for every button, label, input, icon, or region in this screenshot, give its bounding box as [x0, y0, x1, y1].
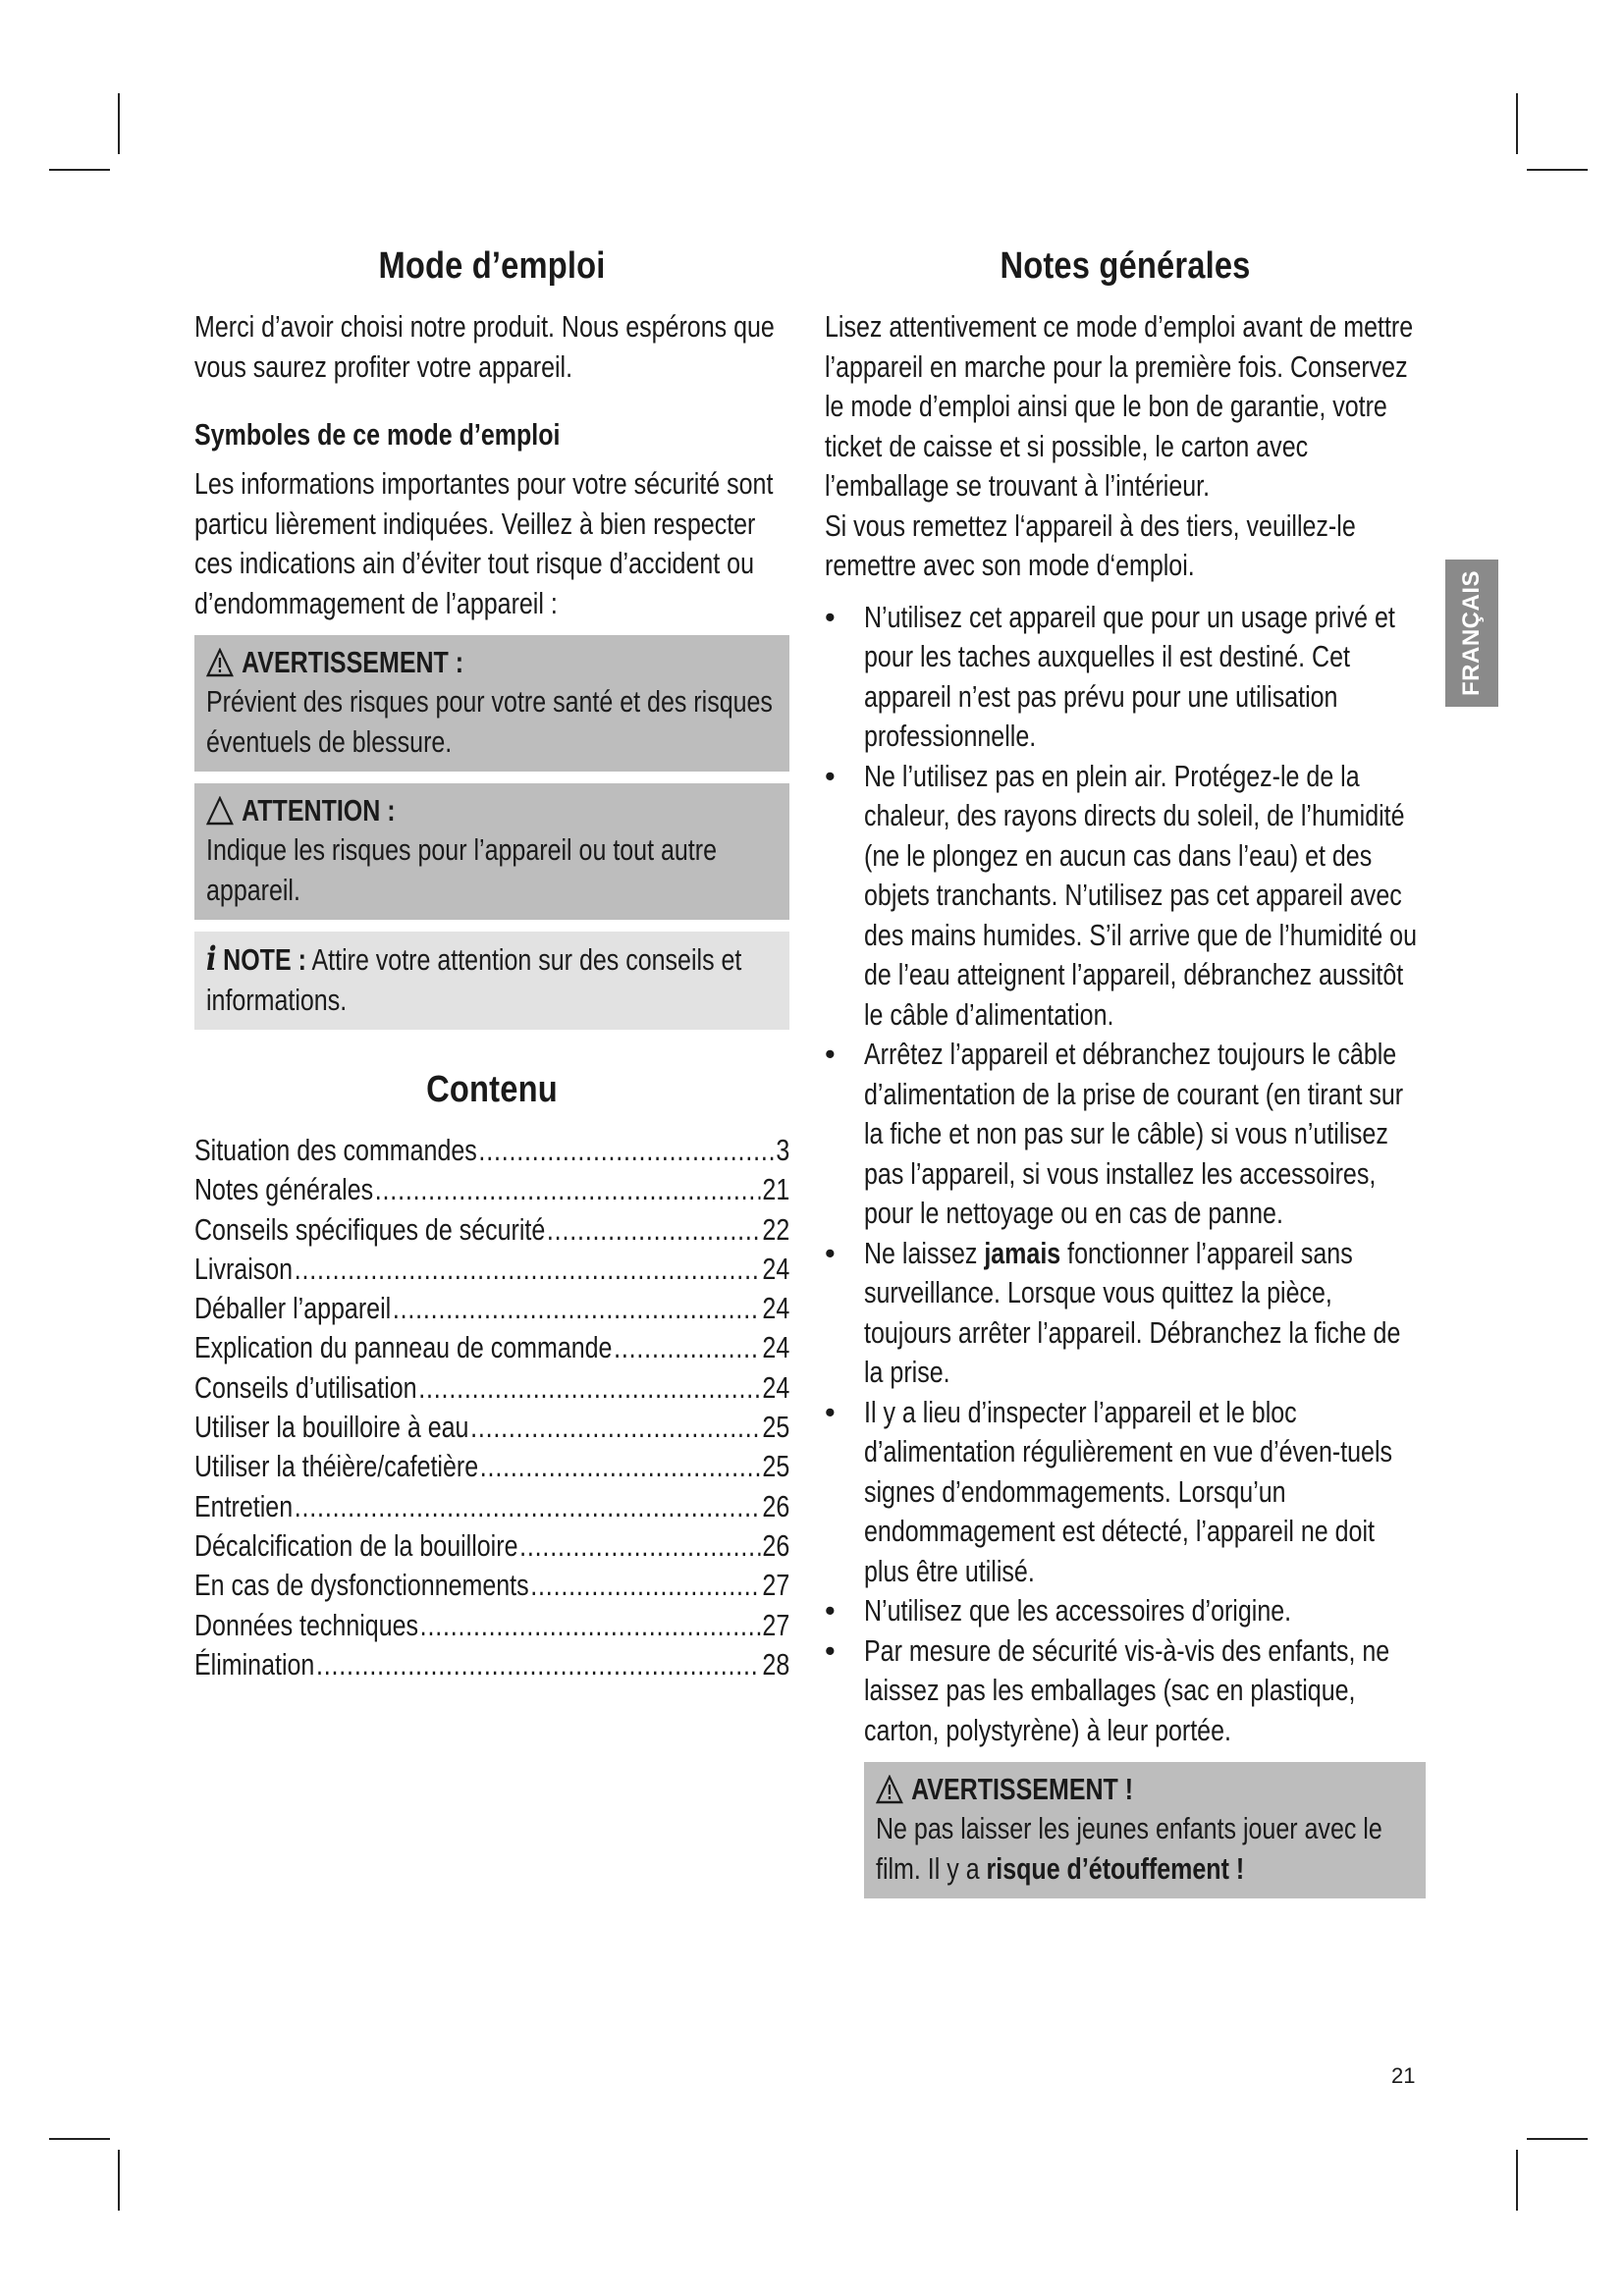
list-item-text — [864, 1234, 1426, 1393]
toc-page: 21 — [762, 1173, 790, 1207]
emphasis: risque d’étouffement ! — [986, 1851, 1245, 1886]
page-title: Mode d’emploi — [378, 245, 606, 287]
toc-leader — [470, 1408, 761, 1447]
language-tab — [1445, 560, 1498, 707]
toc-entry — [194, 1210, 789, 1250]
toc-page: 24 — [762, 1331, 790, 1365]
attention-title — [206, 791, 778, 830]
right-column — [825, 245, 1426, 1910]
toc-page: 25 — [762, 1450, 790, 1484]
toc-entry — [194, 1170, 789, 1209]
attention-text: Indique les risques pour l’appareil ou tout autre appareil. — [206, 833, 717, 907]
toc-leader — [375, 1170, 761, 1209]
toc-label: Notes générales — [194, 1173, 374, 1207]
attention-box — [194, 783, 789, 920]
list-item — [825, 1393, 1426, 1592]
toc-leader — [295, 1487, 761, 1526]
toc-entry — [194, 1566, 789, 1605]
warning-box — [194, 635, 789, 772]
toc-entry — [194, 1645, 789, 1684]
symbols-heading: Symboles de ce mode d’emploi — [194, 418, 561, 452]
note-label: NOTE : — [223, 943, 306, 977]
crop-mark — [1527, 2138, 1588, 2140]
toc-label: Livraison — [194, 1252, 294, 1286]
toc-label: Élimination — [194, 1647, 315, 1682]
toc-entry — [194, 1487, 789, 1526]
general-intro: Lisez attentivement ce mode d’emploi avant de mettre l’appareil en marche pour la première fois. Conservez le mode d’emploi ainsi que le bon de garantie, votre ticket de caisse et si possible, le carton avec l’emballage se trouvant à l’intérieur. — [825, 310, 1414, 503]
toc-entry — [194, 1328, 789, 1367]
toc-leader — [393, 1289, 761, 1328]
toc-leader — [480, 1447, 761, 1486]
warning-box-2 — [864, 1762, 1426, 1898]
toc-label: Données techniques — [194, 1608, 419, 1642]
crop-mark — [118, 93, 120, 154]
table-of-contents — [194, 1131, 789, 1684]
list-item-text: Il y a lieu d’inspecter l’appareil et le bloc d’alimentation régulièrement en vue d’éven-tuels signes d’endommagements. Lorsqu’un endommagement est détecté, l’appareil ne doit plus être utilisé. — [864, 1395, 1393, 1588]
toc-label: Décalcification de la bouilloire — [194, 1528, 518, 1563]
toc-leader — [547, 1210, 761, 1250]
toc-leader — [295, 1250, 761, 1289]
toc-leader — [478, 1131, 774, 1170]
warning-title — [876, 1770, 1414, 1809]
bullet: • — [825, 1633, 836, 1668]
toc-leader — [519, 1526, 761, 1566]
toc-label: Conseils spécifiques de sécurité — [194, 1212, 546, 1247]
section-title: Notes générales — [1000, 245, 1251, 287]
warning-label: AVERTISSEMENT ! — [911, 1773, 1134, 1806]
toc-page: 28 — [762, 1647, 790, 1682]
toc-page: 26 — [762, 1528, 790, 1563]
list-item-text: Ne l’utilisez pas en plein air. Protégez-le de la chaleur, des rayons directs du soleil, de l’humidité (ne le plongez en aucun cas dans l’eau) et des objets tranchants. N’utilisez pas cet appareil avec des mains humides. S’il arrive que de l’humidité ou de l’eau atteignent l’appareil, débranchez aussitôt le câble d’alimentation. — [864, 759, 1418, 1032]
crop-mark — [49, 2138, 110, 2140]
toc-entry — [194, 1131, 789, 1170]
warning-text — [876, 1809, 1414, 1889]
left-column — [194, 245, 789, 1684]
crop-mark — [118, 2150, 120, 2211]
toc-leader — [530, 1566, 761, 1605]
emphasis: jamais — [984, 1236, 1061, 1270]
toc-entry — [194, 1250, 789, 1289]
list-item-text: Par mesure de sécurité vis-à-vis des enfants, ne laissez pas les emballages (sac en plastique, carton, polystyrène) à leur portée. — [864, 1633, 1390, 1747]
list-item-text: Arrêtez l’appareil et débranchez toujours le câble d’alimentation de la prise de courant (en tirant sur la fiche et non pas sur le câble) si vous n’utilisez pas l’appareil, si vous installez les accessoires, pour le nettoyage ou en cas de panne. — [864, 1038, 1404, 1230]
crop-mark — [1527, 169, 1588, 171]
list-item — [825, 598, 1426, 757]
toc-page: 24 — [762, 1292, 790, 1326]
text-run: Ne laissez — [864, 1236, 985, 1270]
toc-entry — [194, 1408, 789, 1447]
toc-label: Utiliser la théière/cafetière — [194, 1450, 479, 1484]
toc-entry — [194, 1526, 789, 1566]
toc-label: Explication du panneau de commande — [194, 1331, 613, 1365]
info-icon: i — [206, 939, 217, 979]
crop-mark — [1516, 2150, 1518, 2211]
page-number: 21 — [1391, 2063, 1416, 2088]
symbols-text: Les informations importantes pour votre sécurité sont particu lièrement indiquées. Veillez à bien respecter ces indications ain d’éviter tout risque d’accident ou d’endommagement de l’appareil : — [194, 467, 774, 620]
note-box — [194, 932, 789, 1030]
toc-entry — [194, 1368, 789, 1408]
attention-label: ATTENTION : — [242, 794, 396, 828]
toc-page: 22 — [762, 1212, 790, 1247]
toc-label: En cas de dysfonctionnements — [194, 1569, 529, 1603]
toc-page: 25 — [762, 1411, 790, 1445]
bullet: • — [825, 1594, 836, 1628]
general-intro-2: Si vous remettez l‘appareil à des tiers, veuillez-le remettre avec son mode d‘emploi. — [825, 508, 1356, 582]
list-item-text: N’utilisez cet appareil que pour un usage privé et pour les taches auxquelles il est destiné. Cet appareil n’est pas prévu pour une utilisation professionnelle. — [864, 600, 1395, 753]
toc-label: Entretien — [194, 1489, 294, 1523]
crop-mark — [49, 169, 110, 171]
list-item — [825, 1234, 1426, 1393]
warning-label: AVERTISSEMENT : — [242, 646, 464, 679]
bullet: • — [825, 600, 836, 634]
list-item — [825, 1591, 1426, 1631]
toc-page: 3 — [776, 1134, 790, 1167]
bullet: • — [825, 1236, 836, 1270]
toc-label: Situation des commandes — [194, 1134, 477, 1167]
toc-entry — [194, 1289, 789, 1328]
toc-label: Conseils d’utilisation — [194, 1370, 417, 1405]
list-item — [825, 757, 1426, 1036]
toc-leader — [420, 1606, 761, 1645]
toc-page: 27 — [762, 1608, 790, 1642]
text-run: Ne pas laisser les jeunes enfants jouer avec le film. Il y a — [876, 1812, 1382, 1886]
safety-list — [825, 598, 1426, 1751]
toc-page: 24 — [762, 1252, 790, 1286]
intro-text: Merci d’avoir choisi notre produit. Nous espérons que vous saurez profiter votre appareil. — [194, 310, 775, 384]
list-item — [825, 1631, 1426, 1751]
text-run: fonctionner l’appareil sans surveillance. Lorsque vous quittez la pièce, toujours arrêter l’appareil. Débranchez la fiche de la prise. — [864, 1236, 1401, 1389]
bullet: • — [825, 759, 836, 793]
bullet: • — [825, 1038, 836, 1071]
toc-page: 26 — [762, 1489, 790, 1523]
note-content — [206, 939, 778, 1020]
toc-entry — [194, 1606, 789, 1645]
warning-triangle-icon — [876, 1775, 903, 1804]
toc-entry — [194, 1447, 789, 1486]
list-item — [825, 1035, 1426, 1234]
toc-page: 27 — [762, 1569, 790, 1603]
toc-label: Déballer l’appareil — [194, 1292, 392, 1326]
toc-page: 24 — [762, 1370, 790, 1405]
warning-title — [206, 643, 778, 682]
warning-text: Prévient des risques pour votre santé et des risques éventuels de blessure. — [206, 685, 773, 759]
caution-triangle-icon — [206, 796, 234, 826]
bullet: • — [825, 1395, 836, 1429]
warning-triangle-icon — [206, 648, 234, 677]
language-tab-label: FRANÇAIS — [1458, 570, 1485, 696]
toc-leader — [418, 1368, 761, 1408]
list-item-text: N’utilisez que les accessoires d’origine. — [864, 1594, 1292, 1628]
contents-title: Contenu — [426, 1069, 558, 1110]
toc-label: Utiliser la bouilloire à eau — [194, 1411, 469, 1445]
crop-mark — [1516, 93, 1518, 154]
toc-leader — [316, 1645, 761, 1684]
toc-leader — [614, 1328, 761, 1367]
note-text: Attire votre attention sur des conseils et informations. — [206, 943, 742, 1017]
